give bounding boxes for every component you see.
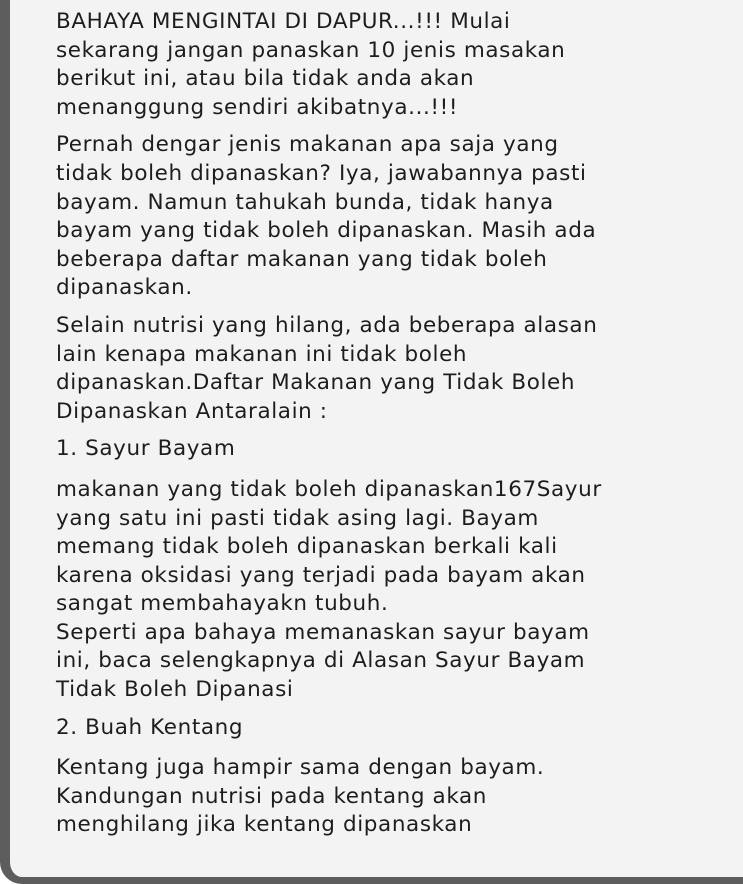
- text-line: Selain nutrisi yang hilang, ada beberapa alasan: [56, 312, 598, 338]
- text-line: sekarang jangan panaskan 10 jenis masakan: [56, 37, 566, 63]
- text-line: menghilang jika kentang dipanaskan: [56, 812, 473, 838]
- post-body: [56, 8, 743, 849]
- spinach-paragraph: [56, 476, 743, 705]
- text-line: sangat membahayakn tubuh.: [56, 591, 389, 617]
- text-line: karena oksidasi yang terjadi pada bayam akan: [56, 562, 586, 588]
- question-paragraph: [56, 131, 743, 303]
- text-line: yang satu ini pasti tidak asing lagi. Bayam: [56, 505, 539, 531]
- text-line: menanggung sendiri akibatnya...!!!: [56, 94, 459, 120]
- text-line: Seperti apa bahaya memanaskan sayur bayam: [56, 619, 590, 645]
- intro-paragraph: [56, 8, 743, 122]
- text-line: Kandungan nutrisi pada kentang akan: [56, 783, 487, 809]
- text-line: bayam yang tidak boleh dipanaskan. Masih ada: [56, 218, 597, 244]
- text-line: 2. Buah Kentang: [56, 714, 244, 740]
- potato-paragraph: [56, 754, 743, 840]
- text-line: dipanaskan.Daftar Makanan yang Tidak Boleh: [56, 370, 576, 396]
- text-line: dipanaskan.: [56, 275, 193, 301]
- list-heading-2: [56, 714, 743, 743]
- text-line: lain kenapa makanan ini tidak boleh: [56, 341, 468, 367]
- text-line: 1. Sayur Bayam: [56, 436, 236, 462]
- list-heading-1: [56, 435, 743, 464]
- text-line: tidak boleh dipanaskan? Iya, jawabannya pasti: [56, 160, 587, 186]
- text-line: Tidak Boleh Dipanasi: [56, 677, 294, 703]
- text-line: beberapa daftar makanan yang tidak boleh: [56, 246, 548, 272]
- text-line: makanan yang tidak boleh dipanaskan167Sayur: [56, 476, 602, 502]
- text-line: Dipanaskan Antaralain :: [56, 398, 328, 424]
- reasons-paragraph: [56, 312, 743, 426]
- text-line: memang tidak boleh dipanaskan berkali kali: [56, 534, 558, 560]
- text-line: berikut ini, atau bila tidak anda akan: [56, 66, 475, 92]
- text-line: Pernah dengar jenis makanan apa saja yang: [56, 132, 559, 158]
- text-line: Kentang juga hampir sama dengan bayam.: [56, 755, 545, 781]
- text-line: bayam. Namun tahukah bunda, tidak hanya: [56, 189, 554, 215]
- text-line: BAHAYA MENGINTAI DI DAPUR...!!! Mulai: [56, 9, 511, 34]
- text-line: ini, baca selengkapnya di Alasan Sayur Bayam: [56, 648, 586, 674]
